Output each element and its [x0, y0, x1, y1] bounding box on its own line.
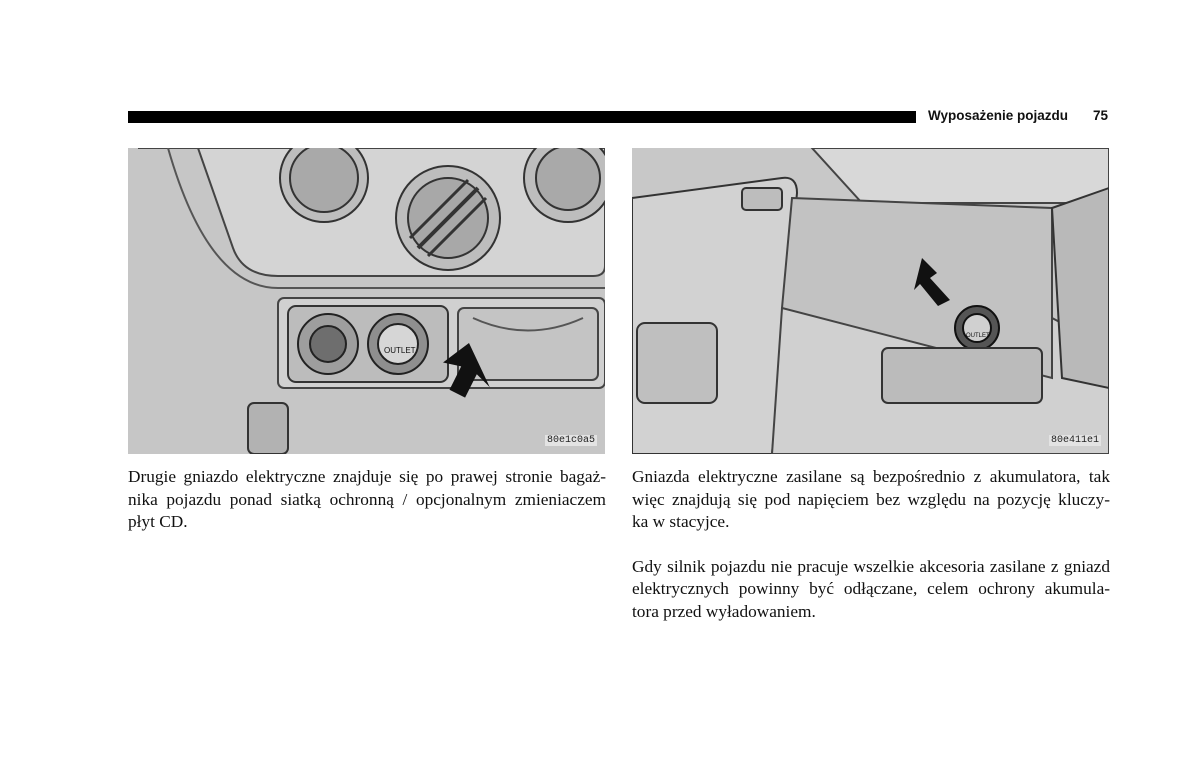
- text-line: ka w stacyjce.: [632, 512, 730, 531]
- page-number: 75: [1093, 108, 1109, 123]
- figure-code: 80e1c0a5: [546, 435, 595, 446]
- paragraph: [632, 466, 1110, 534]
- text-line: elektrycznych powinny być odłączane, celem ochrony akumula-: [632, 579, 1110, 598]
- figure-code: 80e411e1: [1050, 435, 1099, 446]
- knob-center: [396, 166, 500, 270]
- header-rule: [128, 111, 916, 123]
- paragraph: [128, 466, 606, 534]
- text-line: tora przed wyładowaniem.: [632, 601, 816, 621]
- figure-dashboard-outlet: [128, 148, 605, 454]
- right-text-column: [632, 466, 1110, 645]
- outlet-label: OUTLET: [384, 346, 416, 355]
- section-title: Wyposażenie pojazdu: [928, 108, 1069, 123]
- cargo-illustration: [632, 148, 1109, 454]
- text-line: Gniazda elektryczne zasilane są bezpośrednio z akumulatora, tak: [632, 467, 1110, 486]
- dashboard-illustration: [128, 148, 605, 454]
- text-line: Drugie gniazdo elektryczne znajduje się po prawej stronie bagaż-: [128, 467, 606, 486]
- left-text-column: [128, 466, 606, 556]
- text-line: Gdy silnik pojazdu nie pracuje wszelkie akcesoria zasilane z gniazd: [632, 556, 1110, 576]
- text-line: więc znajdują się pod napięciem bez względu na pozycję kluczy-: [632, 489, 1110, 509]
- outlet-label: OUTLET: [966, 333, 990, 339]
- paragraph: [632, 556, 1110, 624]
- text-line: płyt CD.: [128, 512, 188, 531]
- text-line: nika pojazdu ponad siatką ochronną / opcjonalnym zmieniaczem: [128, 489, 606, 509]
- figure-cargo-outlet: [632, 148, 1109, 454]
